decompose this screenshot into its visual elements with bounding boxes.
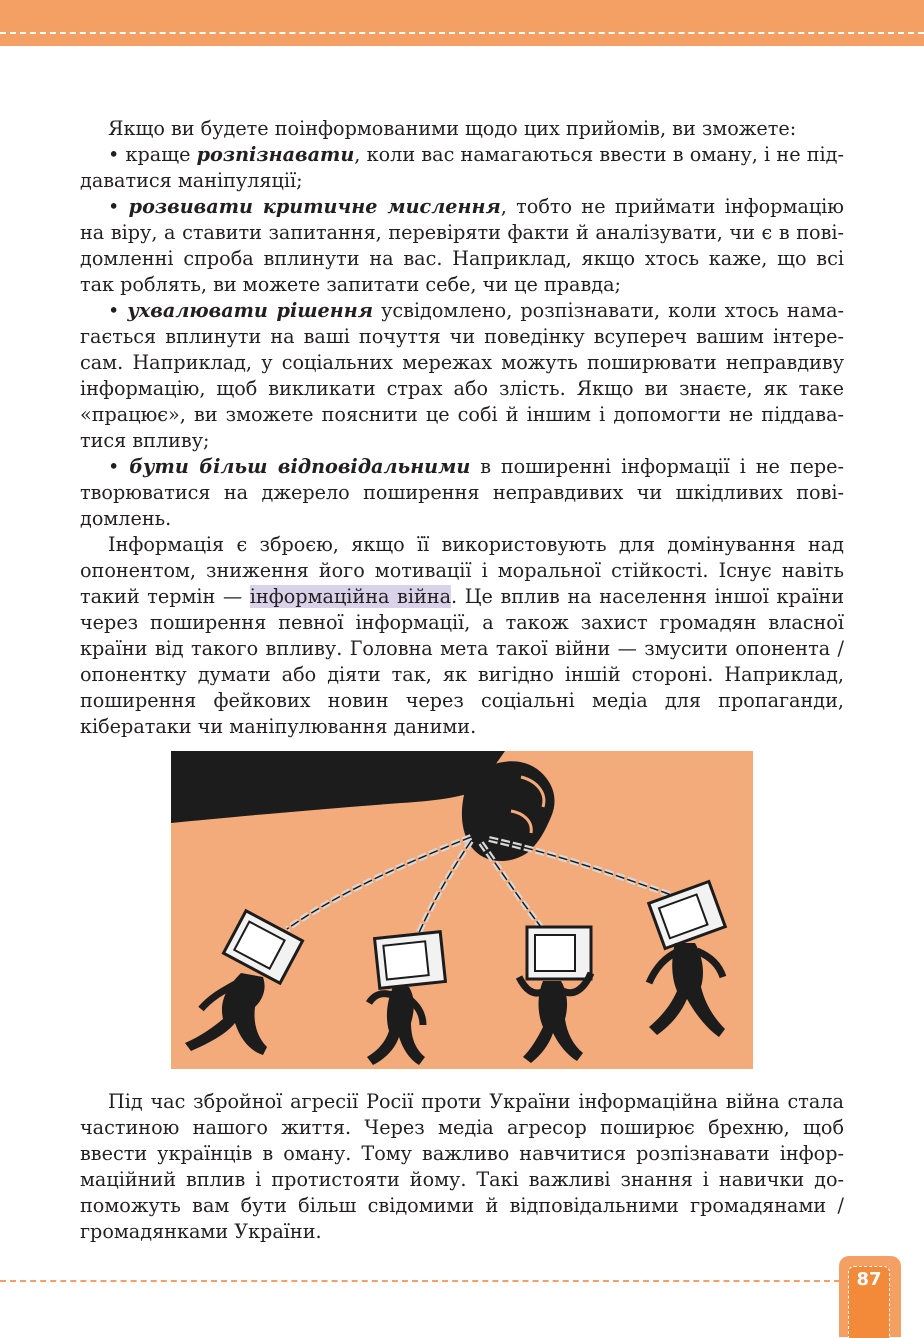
bullet-recognize-term: розпізнавати xyxy=(196,143,355,166)
bullet-recognize: • краще розпізнавати, коли вас намагаються ввести в оману, і не піддаватися маніпуляції; xyxy=(80,143,844,192)
intro-paragraph: Якщо ви будете поінформованими щодо цих прийомів, ви зможете: xyxy=(108,117,797,140)
tv-puppet-2 xyxy=(367,932,445,1065)
closing-paragraph: Під час збройної агресії Росії проти України інформаційна війна стала частиною нашого життя. Через медіа агресор поширює брехню, щоб ввести українців в оману. Тому важливо навчитися розпізнавати інформаційний вплив і протистояти йому. Такі важливі знання і навички допоможуть вам бути більш свідомими й відповідальними громадянами / громадянками України. xyxy=(80,1090,844,1243)
arm-shape xyxy=(171,751,505,823)
tv-puppet-3 xyxy=(519,927,591,1063)
illustration-propaganda-puppets xyxy=(171,751,753,1069)
header-band xyxy=(0,0,924,46)
page-number: 87 xyxy=(856,1269,882,1290)
tv-puppet-4 xyxy=(649,882,726,1037)
bullet-critical-thinking-term: розвивати критичне мислення xyxy=(128,195,501,218)
main-text-block xyxy=(80,116,844,740)
closing-text-block xyxy=(80,1089,844,1245)
tv-puppet-1 xyxy=(185,911,303,1055)
bullet-critical-thinking: • розвивати критичне мислення, тобто не приймати інформацію на віру, а ставити запитання, перевіряти факти й аналізувати, чи є в повідомленні спроба вплинути на вас. Наприклад, якщо хтось каже, що всі так роблять, ви можете запитати себе, чи це правда; xyxy=(80,195,845,296)
information-war-paragraph: Інформація є зброєю, якщо її використовують для домінування над опонентом, зниження його мотивації і моральної стійкості. Існує навіть такий термін — інформаційна війна. Це вплив на населення іншої країни через поширення певної інформації, а також захист громадян власної країни від такого впливу. Головна мета такої війни — змусити опонента / опонентку думати або діяти так, як вигідно іншій стороні. Наприклад, поширення фейкових новин через соціальні медіа для пропаганди, кібератаки чи маніпулювання даними. xyxy=(80,533,844,738)
bullet-decisions-term: ухвалювати рішення xyxy=(127,299,373,322)
bullet-responsible-term: бути більш відповідальними xyxy=(129,455,471,478)
bullet-responsible: • бути більш відповідальними в поширенні інформації і не перетворюватися на джерело поширення неправдивих чи шкідливих повідомлень. xyxy=(80,455,844,530)
bullet-decisions: • ухвалювати рішення усвідомлено, розпізнавати, коли хтось намагається вплинути на ваші почуття чи поведінку всупереч вашим інтересам. Наприклад, у соціальних мережах можуть поширювати неправдиву інформацію, щоб викликати страх або злість. Якщо ви знаєте, як таке «працює», ви зможете пояснити це собі й іншим і допомогти не піддаватися впливу; xyxy=(80,299,845,452)
highlighted-term: інформаційна війна xyxy=(249,585,452,608)
illustration-svg xyxy=(171,751,753,1069)
header-dashed-line xyxy=(0,32,924,34)
footer-dashed-line xyxy=(0,1280,840,1282)
